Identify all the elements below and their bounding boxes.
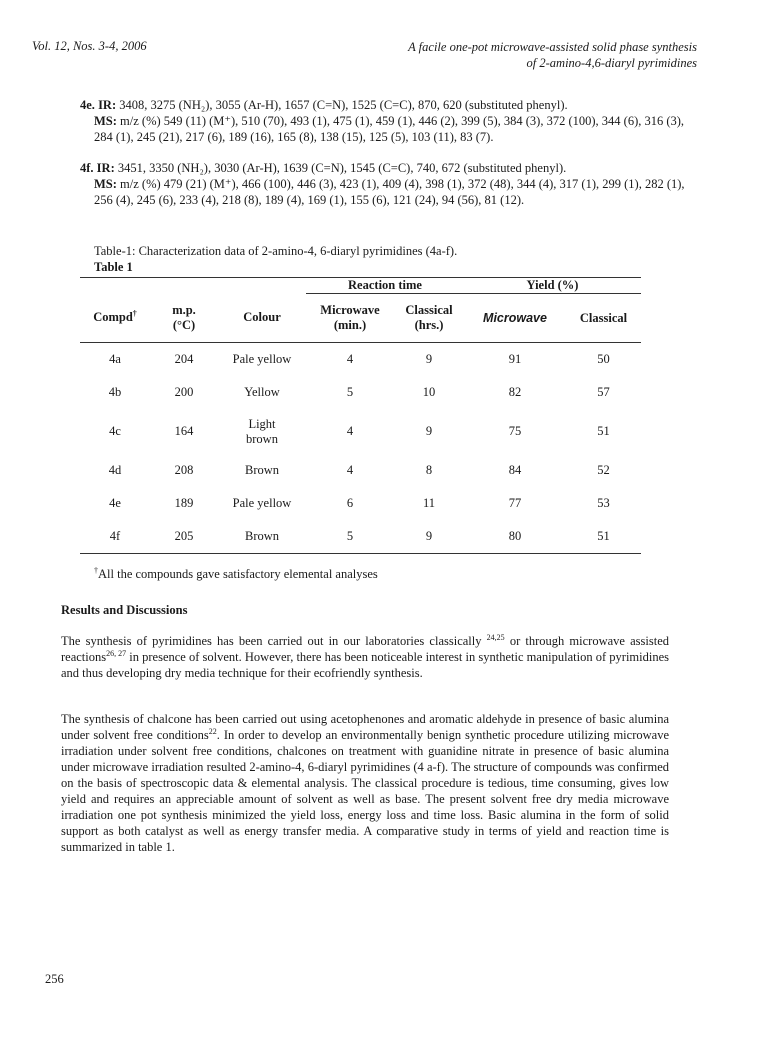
header-mp: m.p. (°C) xyxy=(150,294,218,343)
citation: 24,25 xyxy=(486,632,505,642)
header-colour: Colour xyxy=(218,294,306,343)
table-row: 4a 204 Pale yellow 4 9 91 50 xyxy=(109,352,610,366)
header-classical-time: Classical (hrs.) xyxy=(394,294,464,343)
compound-4e-data xyxy=(80,97,690,145)
table-row: 4e 189 Pale yellow 6 11 77 53 xyxy=(109,496,610,510)
ms-line xyxy=(80,176,690,208)
compound-id: 4f. xyxy=(80,161,94,175)
table-caption: Table-1: Characterization data of 2-amino-4, 6-diaryl pyrimidines (4a-f). xyxy=(94,244,458,258)
section-title: Results and Discussions xyxy=(61,603,188,617)
characterization-table xyxy=(80,277,641,554)
header-reaction-time: Reaction time xyxy=(306,278,464,294)
ms-line xyxy=(80,113,690,145)
compound-4f-data xyxy=(80,160,690,208)
table-row: 4b 200 Yellow 5 10 82 57 xyxy=(108,385,610,399)
header-microwave-time: Microwave (min.) xyxy=(306,294,394,343)
ms-label: MS: xyxy=(94,114,117,128)
table-footnote: †All the compounds gave satisfactory elemental analyses xyxy=(94,565,378,581)
table-row: 4d 208 Brown 4 8 84 52 xyxy=(108,463,610,477)
citation: 26, 27 xyxy=(106,648,127,658)
table-row: 4f 205 Brown 5 9 80 51 xyxy=(80,520,641,554)
paragraph: The synthesis of chalcone has been carried out using acetophenones and aromatic aldehyde in presence of basic alumina under solvent free conditions$^{22}$. In order to develop an environmentally benign synthetic procedure utilizing microwave irradiation under solvent free conditions, chalcones on treatment with guanidine nitrate in presence of basic alumina under microwave irradiation resulted 2-amino-4, 6-diaryl pyrimidines (4 a-f). The structure of compounds was confirmed on the basis of spectroscopic data & elemental analysis. The classical procedure is tedious, time consuming, gives low yield and requires an appreciable amount of solvent as well as base. The present solvent free dry media microwave irradiation one pot synthesis minimized the yield loss, energy loss and time loss. Basic alumina in the form of solid support as both catalyst as well as energy transfer media. A comparative study in terms of yield and reaction time is summarized in table 1. xyxy=(61,712,669,854)
ms-data: m/z (%) 479 (21) (M⁺), 466 (100), 446 (3), 423 (1), 409 (4), 398 (1), 372 (48), 344 (4), 317 (1), 299 (1), 282 (1), 256 (4), 245 (6), 233 (4), 218 (8), 189 (4), 169 (1), 155 (6), 121 (24), 94 (56), 81 (12). xyxy=(94,177,685,207)
running-header-title xyxy=(408,39,697,71)
header-classical-yield: Classical xyxy=(566,294,641,343)
running-header-title-line1: A facile one-pot microwave-assisted solid phase synthesis xyxy=(408,40,697,54)
ir-data: 3451, 3350 (NH₂), 3030 (Ar-H), 1639 (C=N), 1545 (C=C), 740, 672 (substituted phenyl). xyxy=(117,161,567,175)
ir-label: IR: xyxy=(98,98,117,112)
compound-id: 4e. xyxy=(80,98,95,112)
ms-data: m/z (%) 549 (11) (M⁺), 510 (70), 493 (1), 475 (1), 459 (1), 446 (2), 399 (5), 384 (3), 372 (100), 344 (6), 316 (3), 284 (1), 245 (21), 217 (6), 189 (16), 165 (8), 138 (15), 125 (5), 103 (11), 83 (7). xyxy=(94,114,685,144)
ms-label: MS: xyxy=(94,177,117,191)
ir-label: IR: xyxy=(96,161,115,175)
paragraph: The synthesis of pyrimidines has been carried out in our laboratories classically $^{24,25}$ or through microwave assisted reactions$^{26, 27}$ in presence of solvent. However, there has been noticeable interest in synthetic manipulation of pyrimidines and thus developing dry media technique for their ecofriendly synthesis. xyxy=(61,632,669,680)
table-title: Table 1 xyxy=(94,260,133,274)
table-row: 4c 164 Light brown 4 9 75 51 xyxy=(109,416,610,446)
running-header-title-line2: of 2-amino-4,6-diaryl pyrimidines xyxy=(526,56,697,70)
running-header-volume: Vol. 12, Nos. 3-4, 2006 xyxy=(32,39,147,53)
citation: 22 xyxy=(208,726,217,736)
page-number: 256 xyxy=(45,972,64,986)
header-microwave-yield: Microwave xyxy=(464,294,566,343)
header-compd: Compd† xyxy=(80,294,150,343)
header-yield: Yield (%) xyxy=(464,278,641,294)
ir-data: 3408, 3275 (NH₂), 3055 (Ar-H), 1657 (C=N), 1525 (C=C), 870, 620 (substituted phenyl). xyxy=(119,98,568,112)
